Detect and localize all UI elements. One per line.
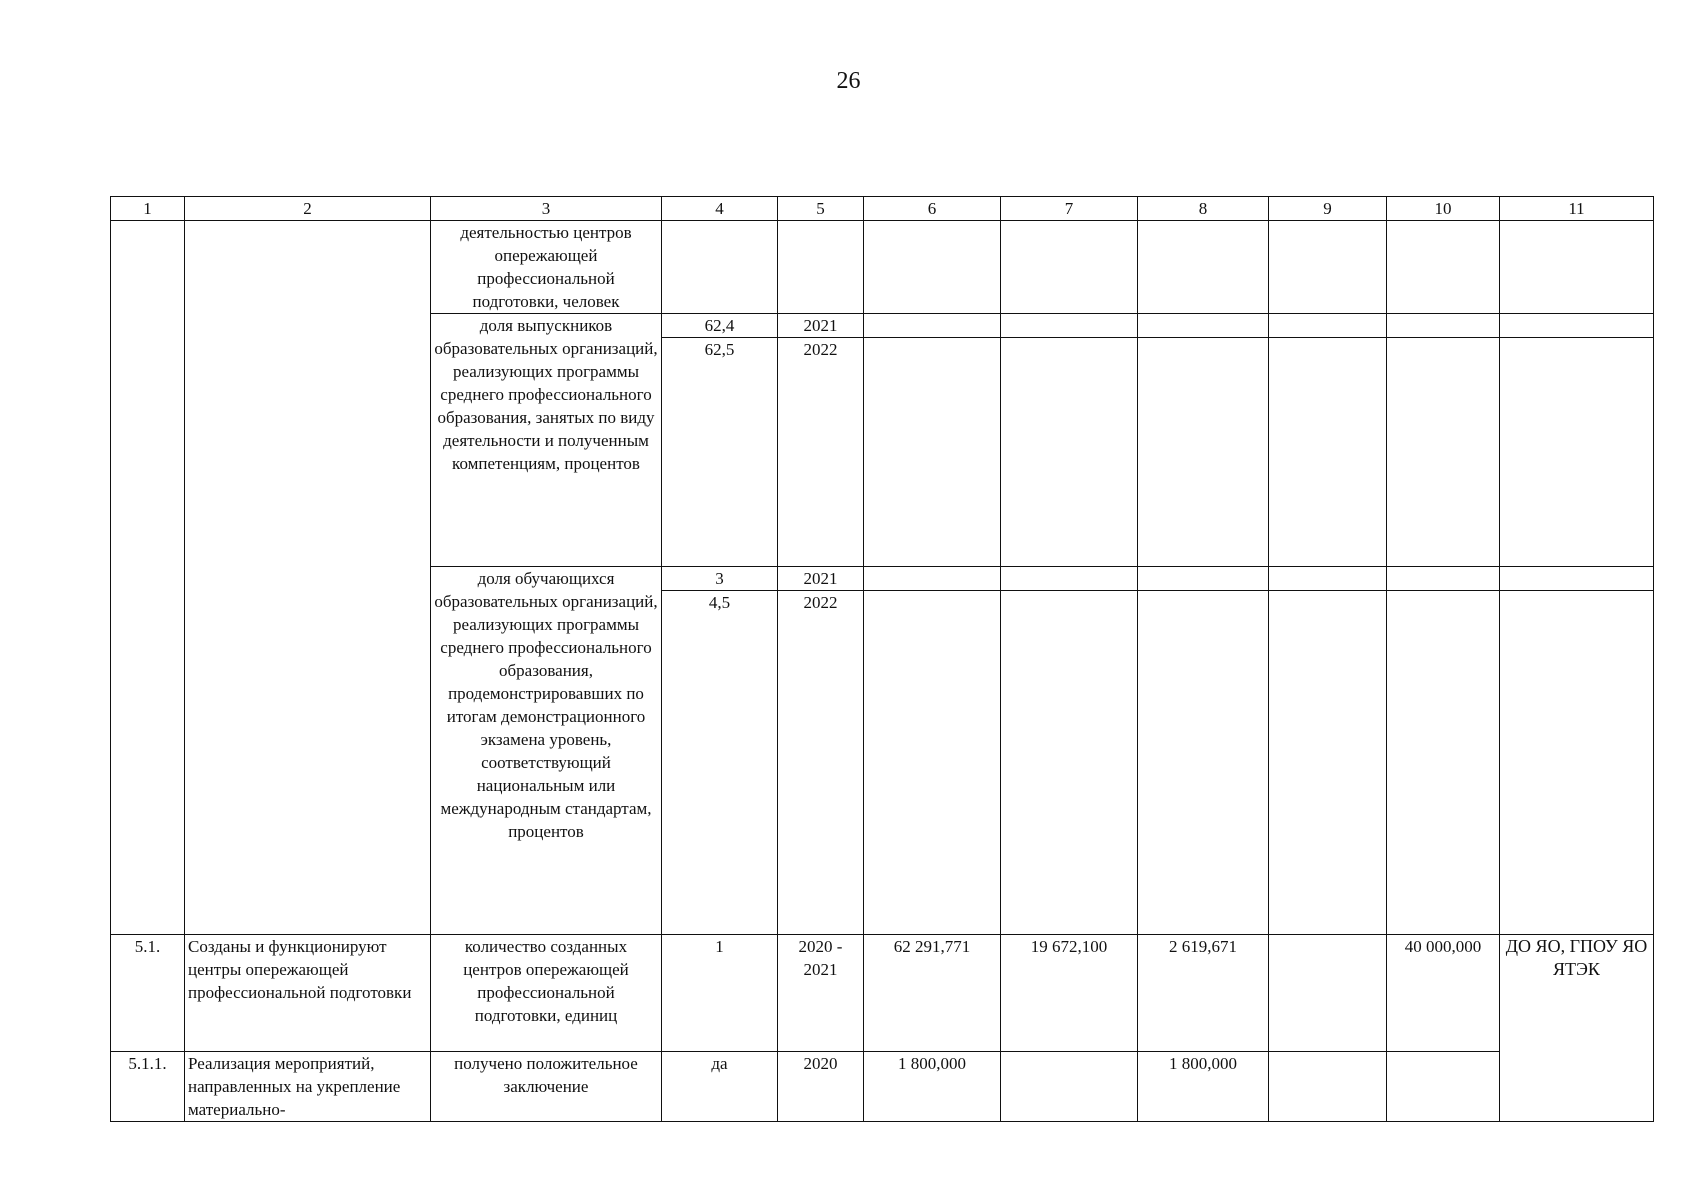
cell-empty <box>1138 338 1269 567</box>
item-name: Созданы и функционируют центры опережающей профессиональной подготовки <box>185 935 431 1052</box>
cell-empty <box>864 591 1001 935</box>
year-cell: 2020 <box>778 1052 864 1122</box>
cell-empty <box>778 221 864 314</box>
cell-empty <box>1001 314 1138 338</box>
col-header: 1 <box>111 197 185 221</box>
amount-cell: 2 619,671 <box>1138 935 1269 1052</box>
col-header: 3 <box>431 197 662 221</box>
year-cell: 2020 - 2021 <box>778 935 864 1052</box>
value-cell: да <box>662 1052 778 1122</box>
year-cell: 2021 <box>778 314 864 338</box>
responsible-cell: ДО ЯО, ГПОУ ЯО ЯТЭК <box>1500 935 1654 1122</box>
value-cell: 1 <box>662 935 778 1052</box>
col-header: 8 <box>1138 197 1269 221</box>
indicator-cell: деятельностью центров опережающей профессиональной подготовки, человек <box>431 221 662 314</box>
indicator-cell: количество созданных центров опережающей профессиональной подготовки, единиц <box>431 935 662 1052</box>
cell-empty <box>1001 221 1138 314</box>
col-header: 10 <box>1387 197 1500 221</box>
year-cell: 2022 <box>778 591 864 935</box>
col-header: 7 <box>1001 197 1138 221</box>
col-header: 9 <box>1269 197 1387 221</box>
cell-empty <box>1269 338 1387 567</box>
cell-empty <box>1387 591 1500 935</box>
program-table <box>110 196 1654 1122</box>
cell-empty <box>662 221 778 314</box>
page-number: 26 <box>836 68 861 94</box>
cell-empty <box>1138 591 1269 935</box>
cell-empty <box>185 221 431 935</box>
cell-empty <box>1138 314 1269 338</box>
amount-cell <box>1269 1052 1387 1122</box>
col-header: 2 <box>185 197 431 221</box>
cell-empty <box>1500 221 1654 314</box>
cell-empty <box>1001 338 1138 567</box>
amount-cell <box>1269 935 1387 1052</box>
cell-empty <box>1269 591 1387 935</box>
cell-empty <box>864 338 1001 567</box>
indicator-cell: доля выпускников образовательных организаций, реализующих программы среднего профессионального образования, занятых по виду деятельности и полученным компетенциям, процентов <box>431 314 662 567</box>
cell-empty <box>1138 221 1269 314</box>
cell-empty <box>864 567 1001 591</box>
amount-cell: 62 291,771 <box>864 935 1001 1052</box>
table-row <box>111 1052 1654 1122</box>
column-number-row <box>111 197 1654 221</box>
cell-empty <box>1387 567 1500 591</box>
cell-empty <box>1001 591 1138 935</box>
item-number: 5.1. <box>111 935 185 1052</box>
cell-empty <box>1500 314 1654 338</box>
value-cell: 62,4 <box>662 314 778 338</box>
cell-empty <box>111 221 185 935</box>
amount-cell: 19 672,100 <box>1001 935 1138 1052</box>
amount-cell: 1 800,000 <box>864 1052 1001 1122</box>
cell-empty <box>1500 338 1654 567</box>
cell-empty <box>864 314 1001 338</box>
item-name: Реализация мероприятий, направленных на укрепление материально- <box>185 1052 431 1122</box>
amount-cell: 40 000,000 <box>1387 935 1500 1052</box>
indicator-cell: доля обучающихся образовательных организаций, реализующих программы среднего профессионального образования, продемонстрировавших по итогам демонстрационного экзамена уровень, соответствующий национальным или международным стандартам, процентов <box>431 567 662 935</box>
amount-cell: 1 800,000 <box>1138 1052 1269 1122</box>
value-cell: 3 <box>662 567 778 591</box>
cell-empty <box>864 221 1001 314</box>
cell-empty <box>1138 567 1269 591</box>
item-number: 5.1.1. <box>111 1052 185 1122</box>
value-cell: 4,5 <box>662 591 778 935</box>
value-cell: 62,5 <box>662 338 778 567</box>
cell-empty <box>1387 314 1500 338</box>
col-header: 4 <box>662 197 778 221</box>
year-cell: 2021 <box>778 567 864 591</box>
cell-empty <box>1269 221 1387 314</box>
col-header: 5 <box>778 197 864 221</box>
cell-empty <box>1269 567 1387 591</box>
amount-cell <box>1001 1052 1138 1122</box>
cell-empty <box>1387 221 1500 314</box>
cell-empty <box>1500 567 1654 591</box>
cell-empty <box>1001 567 1138 591</box>
table-row <box>111 221 1654 314</box>
cell-empty <box>1387 338 1500 567</box>
col-header: 6 <box>864 197 1001 221</box>
col-header: 11 <box>1500 197 1654 221</box>
amount-cell <box>1387 1052 1500 1122</box>
year-cell: 2022 <box>778 338 864 567</box>
cell-empty <box>1269 314 1387 338</box>
table-row <box>111 935 1654 1052</box>
indicator-cell: получено положительное заключение <box>431 1052 662 1122</box>
cell-empty <box>1500 591 1654 935</box>
